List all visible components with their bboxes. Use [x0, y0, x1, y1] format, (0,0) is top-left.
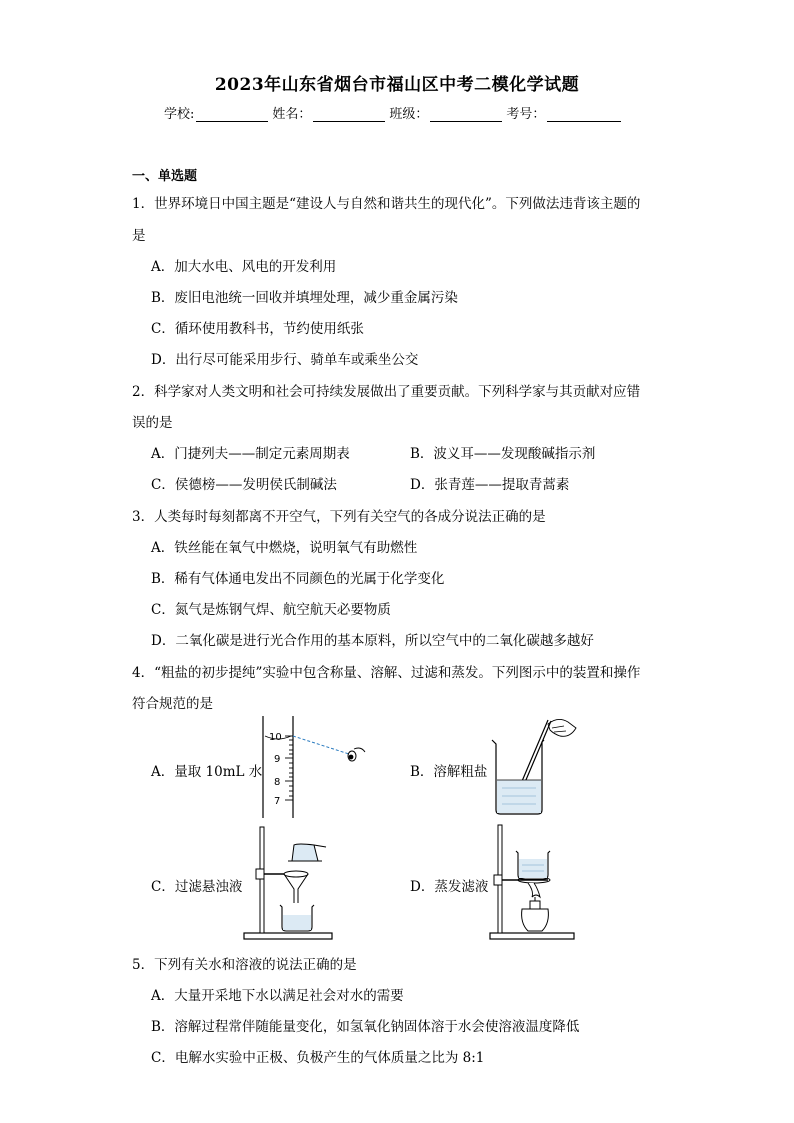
cylinder-tick-label: 9	[274, 754, 281, 765]
eye-icon	[348, 748, 365, 761]
q5-option-b[interactable]: B．溶解过程常伴随能量变化，如氢氧化钠固体溶于水会使溶液温度降低	[151, 1019, 580, 1035]
filtration-figure	[244, 823, 344, 943]
hand-icon	[548, 719, 576, 736]
q1-stem-line2: 是	[132, 228, 146, 244]
name-blank[interactable]	[313, 107, 385, 122]
q3-option-c[interactable]: C．氮气是炼钢气焊、航空航天必要物质	[151, 602, 391, 618]
class-blank[interactable]	[430, 107, 502, 122]
school-label: 学校:	[164, 107, 195, 122]
q2-option-c[interactable]: C．侯德榜——发明侯氏制碱法	[151, 477, 337, 493]
q2-stem-line2: 误的是	[132, 415, 173, 431]
q3-option-b[interactable]: B．稀有气体通电发出不同颜色的光属于化学变化	[151, 571, 445, 587]
q5-option-a[interactable]: A．大量开采地下水以满足社会对水的需要	[151, 988, 404, 1004]
q4-option-b[interactable]: B．溶解粗盐	[410, 764, 488, 780]
class-label: 班级：	[389, 107, 429, 122]
q4-stem-line1: 4．“粗盐的初步提纯”实验中包含称量、溶解、过滤和蒸发。下列图示中的装置和操作	[132, 665, 641, 681]
id-blank[interactable]	[547, 107, 621, 122]
q1-option-b[interactable]: B．废旧电池统一回收并填埋处理，减少重金属污染	[151, 290, 458, 306]
q2-option-d[interactable]: D．张青莲——提取青蒿素	[410, 477, 570, 493]
q3-stem-line1: 3．人类每时每刻都离不开空气，下列有关空气的各成分说法正确的是	[132, 509, 546, 525]
q2-option-b[interactable]: B．波义耳——发现酸碱指示剂	[410, 446, 596, 462]
q4-option-d[interactable]: D．蒸发滤液	[410, 879, 489, 895]
q2-stem-line1: 2．科学家对人类文明和社会可持续发展做出了重要贡献。下列科学家与其贡献对应错	[132, 384, 641, 400]
graduated-cylinder-figure	[255, 716, 375, 820]
q1-option-a[interactable]: A．加大水电、风电的开发利用	[151, 259, 337, 275]
q2-option-a[interactable]: A．门捷列夫——制定元素周期表	[151, 446, 350, 462]
school-blank[interactable]	[196, 107, 268, 122]
q3-option-d[interactable]: D．二氧化碳是进行光合作用的基本原料，所以空气中的二氧化碳越多越好	[151, 633, 594, 649]
page-title: 2023年山东省烟台市福山区中考二模化学试题	[214, 75, 580, 95]
q1-stem-line1: 1．世界环境日中国主题是“建设人与自然和谐共生的现代化”。下列做法违背该主题的	[132, 196, 641, 212]
cylinder-tick-label: 10	[269, 732, 282, 743]
q3-option-a[interactable]: A．铁丝能在氧气中燃烧，说明氧气有助燃性	[151, 540, 418, 556]
q4-option-a[interactable]: A．量取 10mL 水	[151, 764, 263, 780]
q4-option-c[interactable]: C．过滤悬浊液	[151, 879, 243, 895]
student-info-line	[164, 103, 625, 122]
q4-stem-line2: 符合规范的是	[132, 696, 213, 712]
id-label: 考号：	[506, 107, 546, 122]
section-title: 一、单选题	[132, 169, 198, 184]
dissolving-beaker-figure	[488, 714, 588, 824]
evaporation-figure	[488, 823, 588, 943]
alcohol-lamp-icon	[522, 883, 549, 931]
q1-option-c[interactable]: C．循环使用教科书，节约使用纸张	[151, 321, 364, 337]
q5-option-c[interactable]: C．电解水实验中正极、负极产生的气体质量之比为 8:1	[151, 1050, 485, 1066]
pouring-beaker	[288, 844, 326, 861]
cylinder-tick-label: 8	[274, 777, 281, 788]
cylinder-tick-label: 7	[274, 796, 281, 807]
q1-option-d[interactable]: D．出行尽可能采用步行、骑单车或乘坐公交	[151, 352, 419, 368]
name-label: 姓名：	[272, 107, 312, 122]
q5-stem-line1: 5．下列有关水和溶液的说法正确的是	[132, 957, 357, 973]
